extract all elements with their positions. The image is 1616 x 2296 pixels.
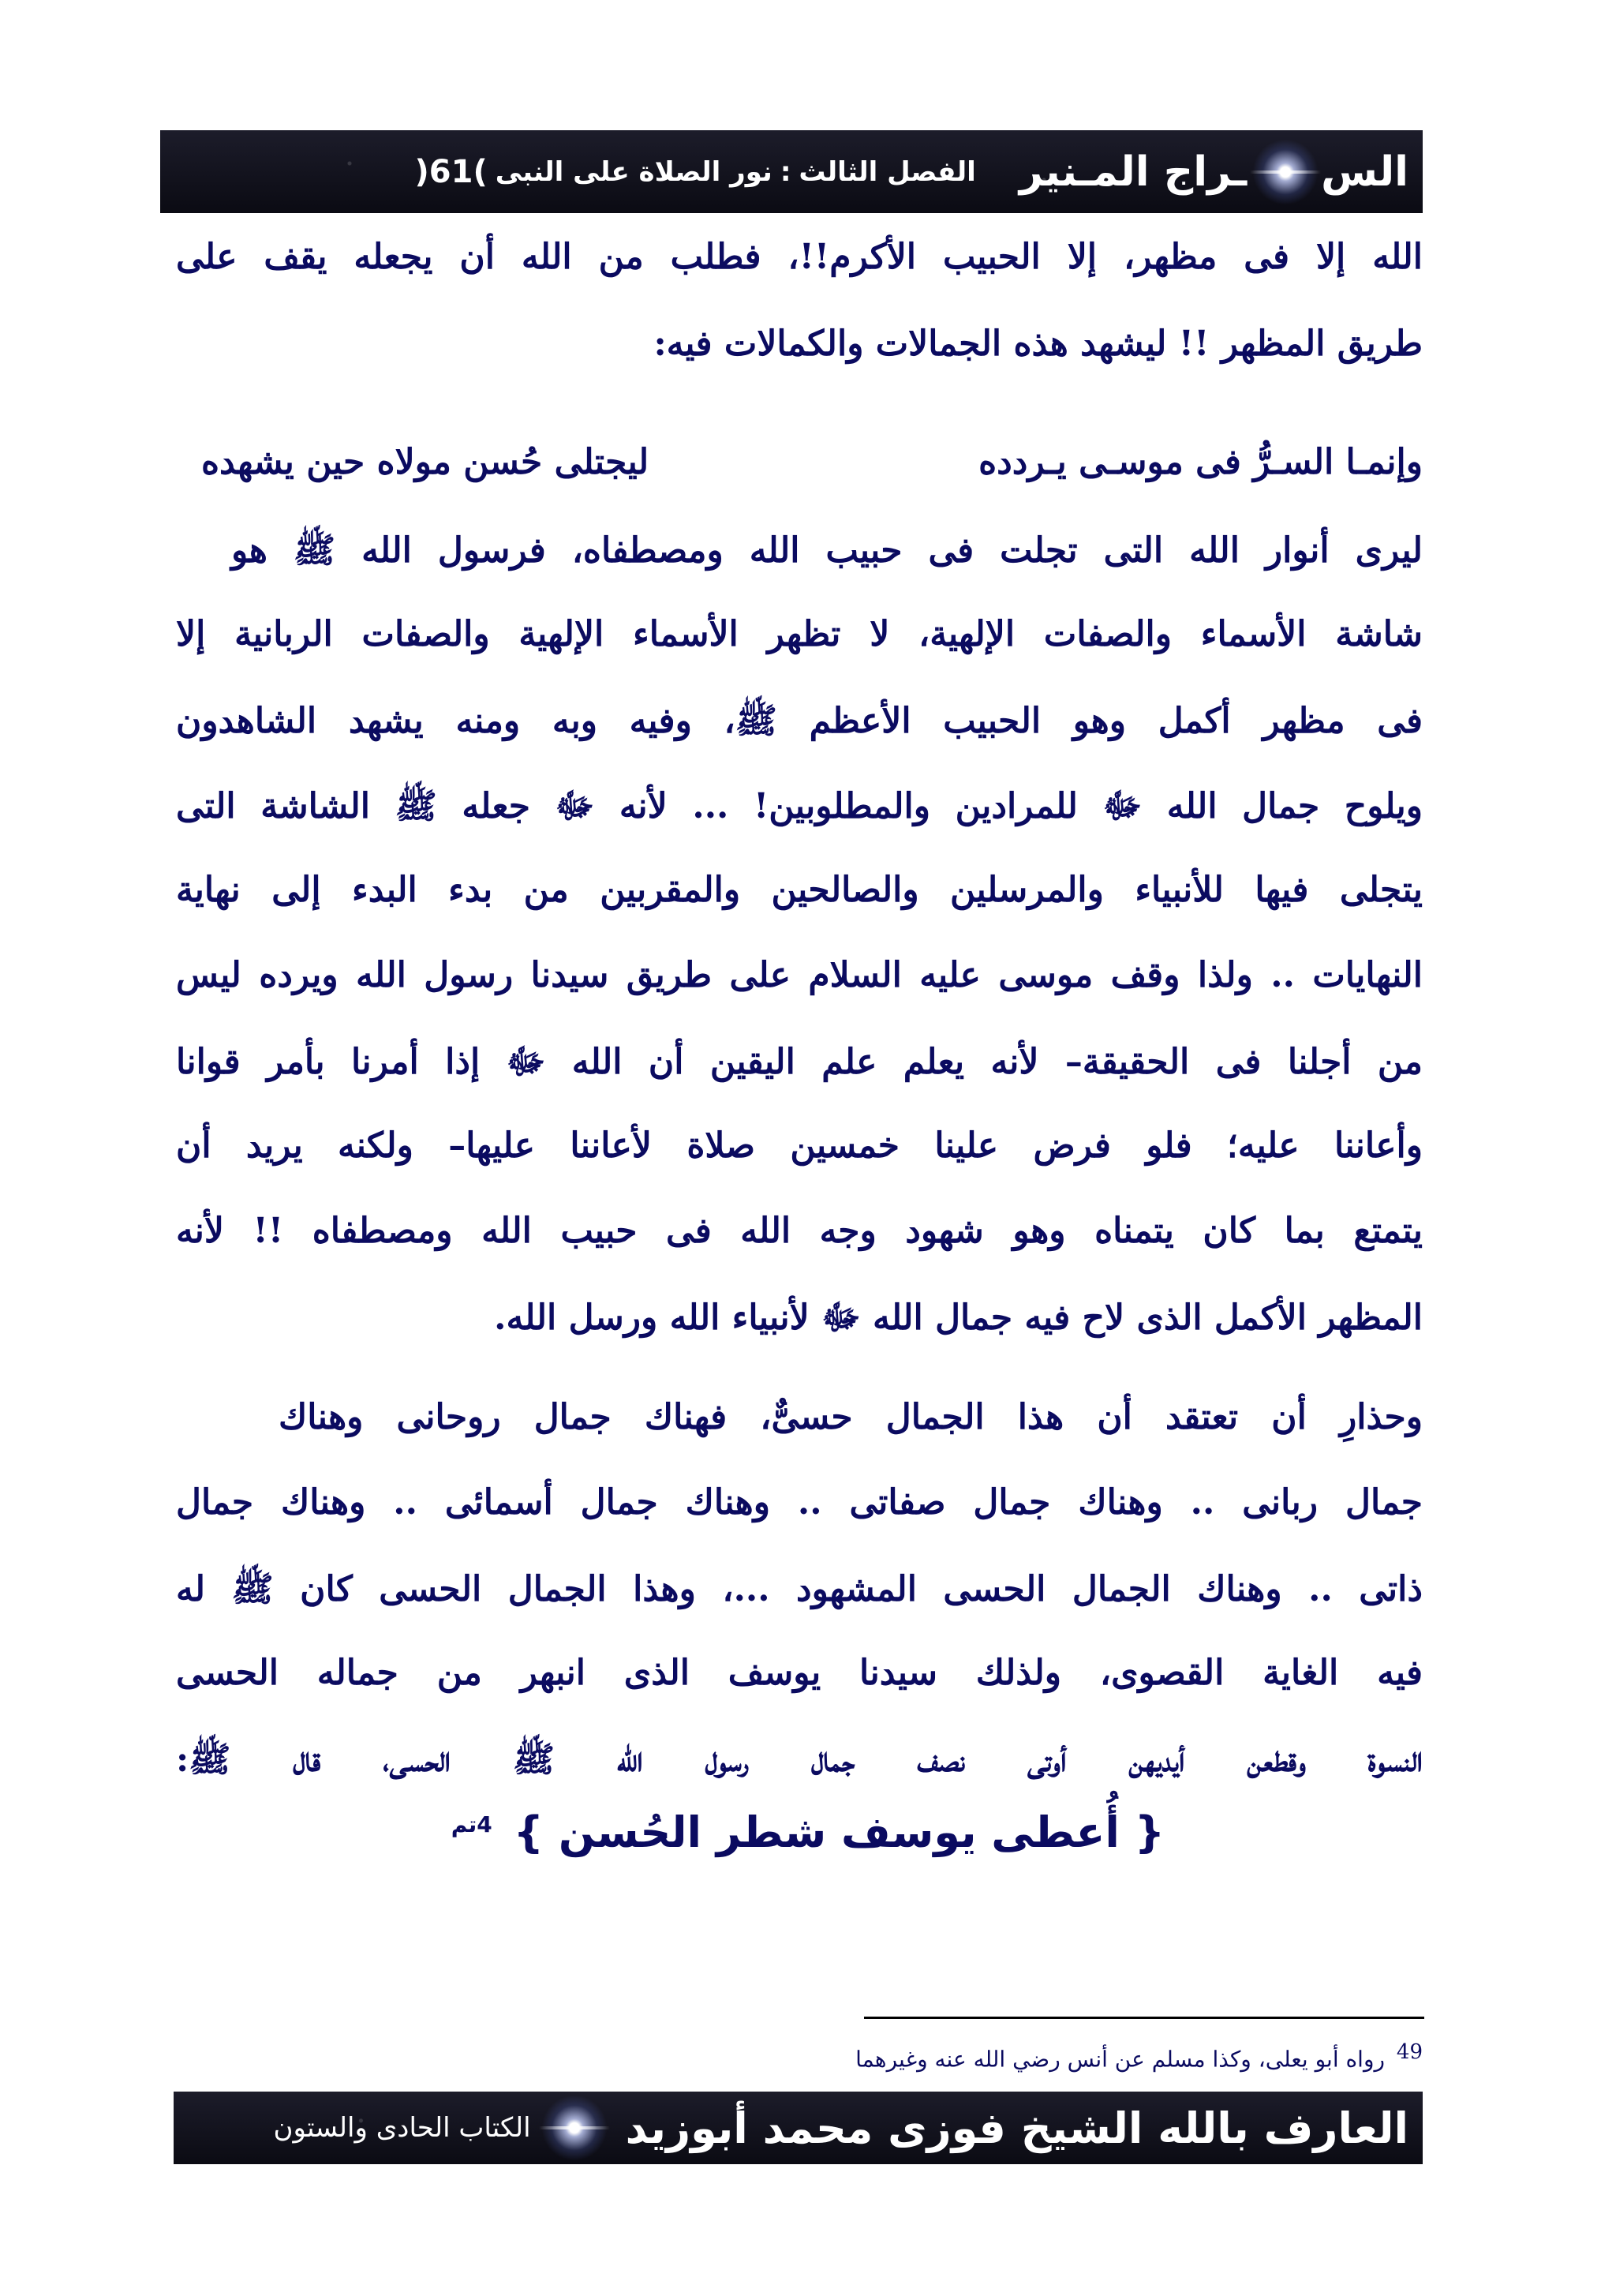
sparkle-icon xyxy=(1250,137,1321,208)
logo-part2: ـراج المـنير xyxy=(1019,148,1248,196)
text-line: وأعاننا عليه؛ فلو فرض علينا خمسين صلاة لأعاننا عليها– ولكنه يريد أن xyxy=(176,1126,1423,1166)
text-line: من أجلنا فى الحقيقة– لأنه يعلم علم اليقين أن الله ﷻ إذا أمرنا بأمر قوانا xyxy=(176,1042,1423,1082)
text-line: الله إلا فى مظهر، إلا الحبيب الأكرم!!، فطلب من الله أن يجعله يقف على xyxy=(176,237,1423,277)
paragraph-2 xyxy=(176,529,1423,1358)
text-line: يتجلى فيها للأنبياء والمرسلين والصالحين والمقربين من بدء البدء إلى نهاية xyxy=(176,870,1423,910)
book-title: الكتاب الحادى والستون xyxy=(273,2112,531,2144)
logo-part1: الس xyxy=(1321,148,1408,196)
text-line: فيه الغاية القصوى، ولذلك سيدنا يوسف الذى انبهر من جماله الحسى xyxy=(176,1653,1423,1693)
text-line: النسوة وقطعن أيديهن أوتى نصف جمال رسول الله ﷺ الحسى، قال ﷺ: xyxy=(176,1740,1423,1780)
page-paren: ( xyxy=(414,153,429,190)
chapter-title: نور الصلاة على النبى xyxy=(495,155,772,188)
text-line: ويلوح جمال الله ﷻ للمرادين والمطلوبين! ... لأنه ﷻ جعله ﷺ الشاشة التى xyxy=(176,786,1423,826)
text-line: ذاتى .. وهناك الجمال الحسى المشهود ...، وهذا الجمال الحسى كان ﷺ له xyxy=(176,1569,1423,1609)
text-line: المظهر الأكمل الذى لاح فيه جمال الله ﷻ لأنبياء الله ورسل الله. xyxy=(494,1298,1423,1338)
hadith-quote xyxy=(0,1807,1616,1857)
chapter-separator: : xyxy=(780,155,791,188)
text-line: وحذارِ أن تعتقد أن هذا الجمال حسىٌّ، فهناك جمال روحانى وهناك xyxy=(279,1397,1423,1437)
footer-banner xyxy=(174,2092,1423,2164)
text-line: جمال ربانى .. وهناك جمال صفاتى .. وهناك جمال أسمائى .. وهناك جمال xyxy=(176,1482,1423,1523)
footnote-number: 49 xyxy=(1396,2040,1423,2064)
text-line: طريق المظهر !! ليشهد هذه الجمالات والكمالات فيه: xyxy=(653,324,1423,364)
hadith-text: { أُعطى يوسف شطر الحُسن } xyxy=(513,1807,1165,1857)
text-line: النهايات .. ولذا وقف موسى عليه السلام على طريق سيدنا رسول الله ويرده ليس xyxy=(176,955,1423,995)
footnote xyxy=(855,2040,1423,2072)
page-number: )61 xyxy=(428,153,488,190)
text-line: فى مظهر أكمل وهو الحبيب الأعظم ﷺ، وفيه وبه ومنه يشهد الشاهدون xyxy=(176,701,1423,741)
hadith-footnote-mark: 4تم xyxy=(451,1811,492,1837)
paragraph-3 xyxy=(176,1397,1423,1839)
author-name: العارف بالله الشيخ فوزى محمد أبوزيد xyxy=(625,2103,1408,2153)
footnote-text: رواه أبو يعلى، وكذا مسلم عن أنس رضي الله عنه وغيرهما xyxy=(855,2046,1385,2073)
chapter-label: الفصل الثالث xyxy=(799,155,976,188)
paragraph-1 xyxy=(176,237,1423,395)
footnote-divider xyxy=(864,2017,1424,2019)
poem-hemistich-2: ليجتلى حُسن مولاه حين يشهده xyxy=(201,442,649,482)
text-line: يتمتع بما كان يتمناه وهو شهود وجه الله فى حبيب الله ومصطفاه !! لأنه xyxy=(176,1211,1423,1251)
poem-hemistich-1: وإنمـا السـرُّ فى موسـى يـردده xyxy=(978,442,1423,482)
text-line: شاشة الأسماء والصفات الإلهية، لا تظهر الأسماء الإلهية والصفات الربانية إلا xyxy=(176,614,1423,654)
sparkle-icon xyxy=(539,2092,610,2163)
poem-verse xyxy=(201,442,1423,505)
text-line: ليرى أنوار الله التى تجلت فى حبيب الله ومصطفاه، فرسول الله ﷺ هو xyxy=(231,530,1423,571)
header-banner xyxy=(160,130,1423,213)
